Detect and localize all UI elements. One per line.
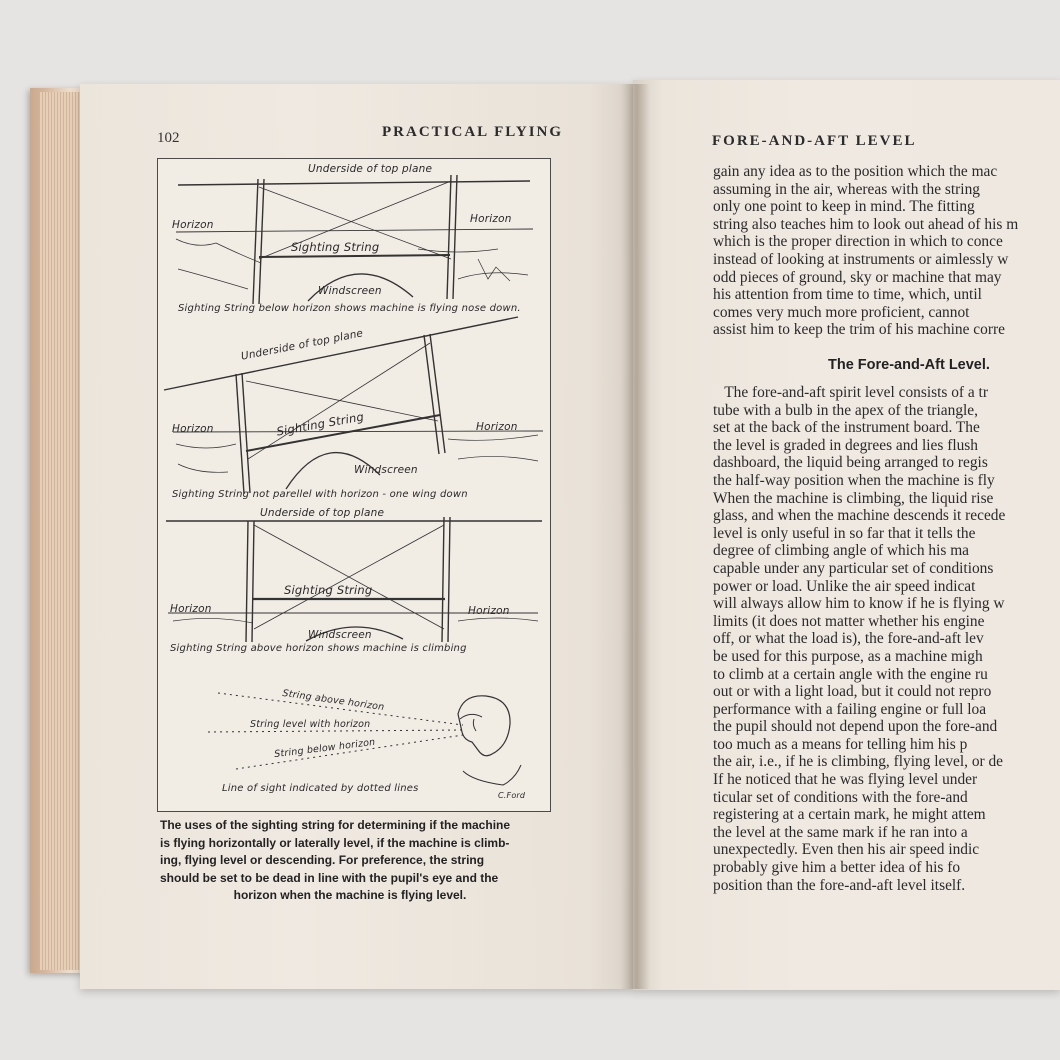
panel2-string-label: Sighting String xyxy=(275,409,365,439)
panel3-windscreen: Windscreen xyxy=(308,629,372,641)
text-line: dashboard, the liquid being arranged to regis xyxy=(713,454,988,472)
text-line: the level is graded in degrees and lies flush xyxy=(713,436,978,454)
text-line: the air, i.e., if he is climbing, flying level, or de xyxy=(713,753,1004,771)
text-line: When the machine is climbing, the liquid rise xyxy=(713,489,994,507)
running-head-left: PRACTICAL FLYING xyxy=(382,124,564,140)
panel3-horizon-left: Horizon xyxy=(170,603,212,615)
text-line: too much as a means for telling him his p xyxy=(713,735,968,753)
text-line: limits (it does not matter whether his engine xyxy=(713,612,985,630)
text-line: odd pieces of ground, sky or machine that may xyxy=(713,268,1002,286)
text-line: which is the proper direction in which to conce xyxy=(713,233,1003,251)
panel1-windscreen: Windscreen xyxy=(318,285,382,297)
caption-line: ing, flying level or descending. For preference, the string xyxy=(160,853,485,868)
text-line: comes very much more proficient, cannot xyxy=(713,303,970,321)
text-line: power or load. Unlike the air speed indicat xyxy=(713,577,976,595)
illustration-frame xyxy=(157,158,551,812)
text-line: the half-way position when the machine is fly xyxy=(713,471,995,489)
sight-line-level: String level with horizon xyxy=(250,719,371,730)
panel2-horizon-left: Horizon xyxy=(172,423,214,435)
text-line: be used for this purpose, as a machine migh xyxy=(713,647,983,665)
text-line: to climb at a certain angle with the engine ru xyxy=(713,665,988,683)
text-line: instead of looking at instruments or aimlessly w xyxy=(713,250,1009,268)
text-line: performance with a failing engine or full loa xyxy=(713,700,987,718)
text-line: registering at a certain mark, he might attem xyxy=(713,806,986,824)
panel2-horizon-right: Horizon xyxy=(476,421,518,433)
sighting-string xyxy=(259,255,450,257)
panel1-horizon-left: Horizon xyxy=(172,219,214,231)
text-line: If he noticed that he was flying level under xyxy=(713,771,978,789)
horizon-line xyxy=(176,229,533,232)
panel1-string-label: Sighting String xyxy=(291,240,380,254)
illustration-sketches xyxy=(158,159,550,811)
panel2-windscreen: Windscreen xyxy=(354,464,418,476)
panel1-horizon-right: Horizon xyxy=(470,213,512,225)
text-line: out or with a light load, but it could not repro xyxy=(713,683,992,701)
panel1-top-label: Underside of top plane xyxy=(308,163,433,175)
text-line: probably give him a better idea of his fo xyxy=(713,859,961,877)
text-line: position than the fore-and-aft level itself. xyxy=(713,876,966,894)
caption-line: The uses of the sighting string for determining if the machine xyxy=(160,818,511,832)
caption-line: is flying horizontally or laterally level, if the machine is climb- xyxy=(160,835,510,850)
section-paragraph xyxy=(713,384,1060,894)
text-line: capable under any particular set of conditions xyxy=(713,559,994,577)
text-line: will always allow him to know if he is flying w xyxy=(713,595,1005,613)
panel4-caption: Line of sight indicated by dotted lines xyxy=(222,783,419,794)
text-line: The fore-and-aft spirit level consists of a tr xyxy=(713,384,988,401)
text-line: level is only useful in so far that it tells the xyxy=(713,524,976,542)
text-line: ticular set of conditions with the fore-and xyxy=(713,788,968,806)
text-line: his attention from time to time, which, until xyxy=(713,286,982,304)
section-title: The Fore-and-Aft Level. xyxy=(828,357,990,373)
artist-signature: C.Ford xyxy=(498,791,526,800)
text-line: tube with a bulb in the apex of the triangle, xyxy=(713,401,978,419)
text-line: the level at the same mark if he ran into a xyxy=(713,823,968,841)
sight-line-below: String below horizon xyxy=(273,736,376,761)
caption-line: should be set to be dead in line with the pupil's eye and the xyxy=(160,870,499,885)
running-head-right: FORE-AND-AFT LEVEL xyxy=(712,133,917,149)
panel3-caption: Sighting String above horizon shows machine is climbing xyxy=(170,643,467,654)
intro-paragraph xyxy=(713,163,1060,339)
text-line: the pupil should not depend upon the fore-and xyxy=(713,718,998,736)
text-line: glass, and when the machine descends it recede xyxy=(713,507,1006,525)
figure-caption xyxy=(160,818,540,906)
text-line: assist him to keep the trim of his machine corre xyxy=(713,321,1005,339)
text-line: only one point to keep in mind. The fitting xyxy=(713,198,975,216)
text-line: string also teaches him to look out ahead of his m xyxy=(713,215,1019,233)
text-line: unexpectedly. Even then his air speed indic xyxy=(713,841,980,859)
page-number: 102 xyxy=(157,130,180,146)
text-line: degree of climbing angle of which his ma xyxy=(713,542,970,560)
text-line: gain any idea as to the position which the mac xyxy=(713,163,998,180)
top-plane-line xyxy=(178,181,530,185)
text-line: off, or what the load is), the fore-and-aft lev xyxy=(713,630,984,648)
panel3-horizon-right: Horizon xyxy=(468,605,510,617)
text-line: assuming in the air, whereas with the string xyxy=(713,180,980,198)
text-line: set at the back of the instrument board. The xyxy=(713,419,980,437)
panel2-top-label: Underside of top plane xyxy=(239,327,365,363)
caption-line: horizon when the machine is flying level. xyxy=(233,888,467,903)
page-edges xyxy=(40,92,80,970)
book-gutter xyxy=(620,84,650,989)
panel2-caption: Sighting String not parellel with horizon - one wing down xyxy=(172,489,468,500)
sight-line-above: String above horizon xyxy=(281,687,385,714)
panel3-top-label: Underside of top plane xyxy=(260,507,385,519)
panel1-caption: Sighting String below horizon shows machine is flying nose down. xyxy=(178,303,521,314)
panel3-string-label: Sighting String xyxy=(284,583,373,597)
